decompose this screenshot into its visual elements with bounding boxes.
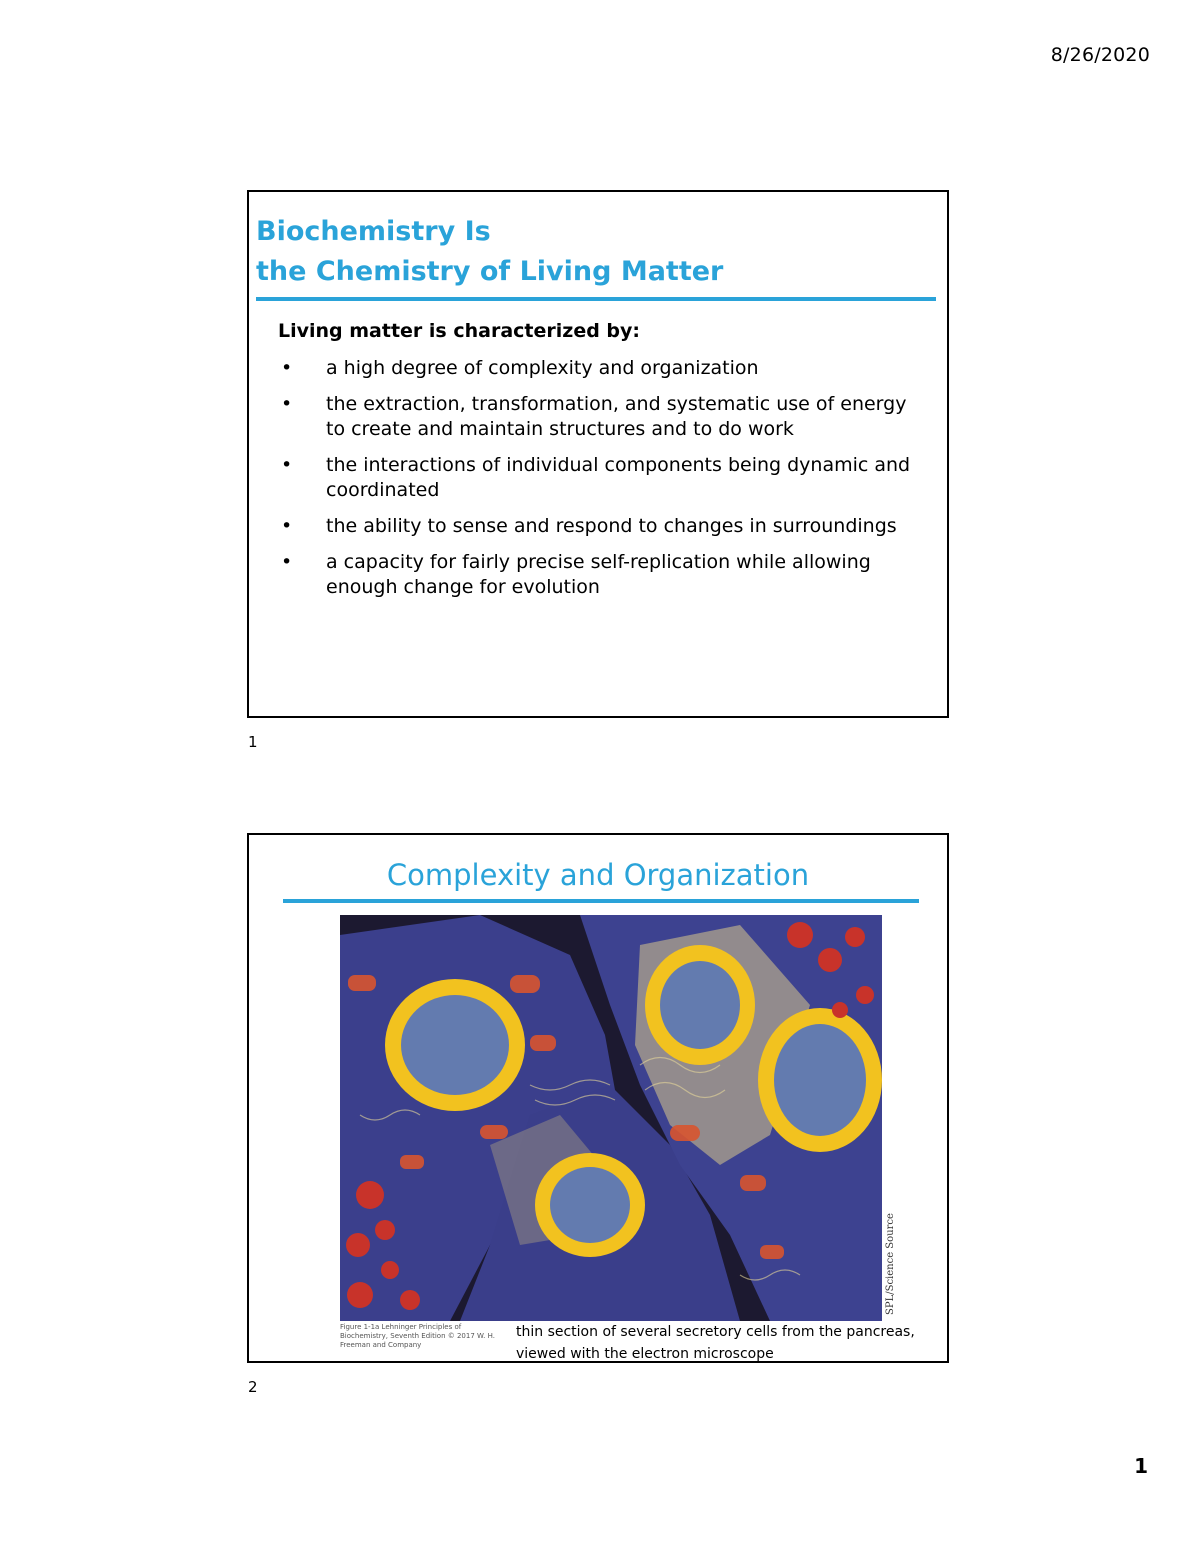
bullet-dot: • (281, 357, 293, 379)
slide-2-number: 2 (248, 1378, 258, 1396)
slide-2 (247, 833, 949, 1363)
title-underline (283, 899, 919, 903)
title-underline (256, 297, 936, 301)
figure-source: Figure 1-1a Lehninger Principles of Biochemistry, Seventh Edition © 2017 W. H. Freeman and Company (340, 1323, 495, 1349)
slide-1-lead: Living matter is characterized by: (278, 320, 641, 342)
slide-1-title-line-2: the Chemistry of Living Matter (256, 256, 724, 287)
bullet-item (278, 356, 918, 381)
bullet-dot: • (281, 551, 293, 573)
page-date: 8/26/2020 (1050, 44, 1150, 66)
bullet-text: a capacity for fairly precise self-replication while allowing enough change for evolution (326, 551, 871, 598)
image-credit (883, 1115, 899, 1315)
slide-1-title-line-1: Biochemistry Is (256, 216, 491, 247)
electron-micrograph-image (340, 915, 882, 1321)
bullet-text: a high degree of complexity and organization (326, 357, 759, 379)
bullet-item (278, 550, 918, 600)
bullet-dot: • (281, 454, 293, 476)
bullet-list (278, 356, 918, 611)
slide-1-title (256, 212, 936, 292)
bullet-text: the interactions of individual components being dynamic and coordinated (326, 454, 911, 501)
bullet-item (278, 514, 918, 539)
bullet-dot: • (281, 515, 293, 537)
bullet-text: the extraction, transformation, and systematic use of energy to create and maintain structures and to do work (326, 393, 907, 440)
bullet-item (278, 392, 918, 442)
slide-1-number: 1 (248, 733, 258, 751)
figure-caption: thin section of several secretory cells from the pancreas, viewed with the electron microscope (516, 1324, 915, 1362)
image-credit-text: SPL/Science Source (885, 1213, 896, 1315)
bullet-item (278, 453, 918, 503)
bullet-dot: • (281, 393, 293, 415)
bullet-text: the ability to sense and respond to changes in surroundings (326, 515, 897, 537)
slide-2-title: Complexity and Organization (386, 858, 810, 892)
slide-1 (247, 190, 949, 718)
page-number: 1 (1134, 1454, 1148, 1478)
